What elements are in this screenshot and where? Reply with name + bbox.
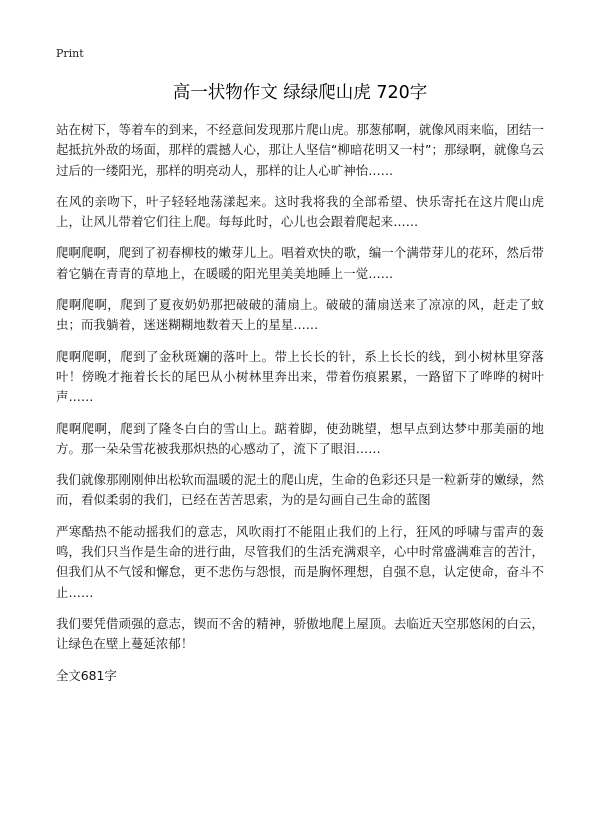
article-paragraph: 我们就像那刚刚伸出松软而温暖的泥土的爬山虎，生命的色彩还只是一粒新芽的嫩绿，然而，看似柔弱的我们，已经在苦苦思索，为的是勾画自己生命的蓝图 <box>56 472 544 508</box>
article-paragraph: 爬啊爬啊，爬到了隆冬白白的雪山上。踮着脚，使劲眺望，想早点到达梦中那美丽的地方。那一朵朵雪花被我那炽热的心感动了，流下了眼泪…… <box>56 420 544 456</box>
article-paragraph: 严寒酷热不能动摇我们的意志，风吹雨打不能阻止我们的上行，狂风的呼啸与雷声的轰鸣，我们只当作是生命的进行曲，尽管我们的生活充满艰辛，心中时常盛满难言的苦汁，但我们从不气馁和懈怠，更不悲伤与怨恨，而是胸怀理想，自强不息，认定使命，奋斗不止…… <box>56 523 544 600</box>
article-paragraph: 我们要凭借顽强的意志，锲而不舍的精神，骄傲地爬上屋顶。去临近天空那悠闲的白云，让绿色在壁上蔓延浓郁！ <box>56 615 544 652</box>
article-paragraph: 在风的亲吻下，叶子轻轻地荡漾起来。这时我将我的全部希望、快乐寄托在这片爬山虎上，让风儿带着它们往上爬。每每此时，心儿也会跟着爬起来…… <box>56 193 544 230</box>
word-count: 全文681字 <box>56 667 117 683</box>
print-link[interactable]: Print <box>56 47 84 60</box>
article-title: 高一状物作文 绿绿爬山虎 720字 <box>172 83 428 103</box>
article-paragraph: 爬啊爬啊，爬到了夏夜奶奶那把破破的蒲扇上。破破的蒲扇送来了凉凉的风，赶走了蚊虫；而我躺着，迷迷糊糊地数着天上的星星…… <box>56 297 544 333</box>
article-body <box>56 120 544 686</box>
article-paragraph: 爬啊爬啊，爬到了初春柳枝的嫩芽儿上。唱着欢快的歌，编一个满带芽儿的花环，然后带着它躺在青青的草地上，在暖暖的阳光里美美地睡上一觉…… <box>56 245 544 281</box>
article-paragraph: 站在树下，等着车的到来，不经意间发现那片爬山虎。那葱郁啊，就像风雨来临，团结一起抵抗外敌的场面，那样的震撼人心，那让人坚信“柳暗花明又一村”；那绿啊，就像乌云过后的一缕阳光，那样的明亮动人，那样的让人心旷神怡…… <box>56 122 544 178</box>
article-paragraph: 爬啊爬啊，爬到了金秋斑斓的落叶上。带上长长的针，系上长长的线，到小树林里穿落叶！傍晚才拖着长长的尾巴从小树林里奔出来，带着伤痕累累，一路留下了哗哗的树叶声…… <box>56 348 544 405</box>
